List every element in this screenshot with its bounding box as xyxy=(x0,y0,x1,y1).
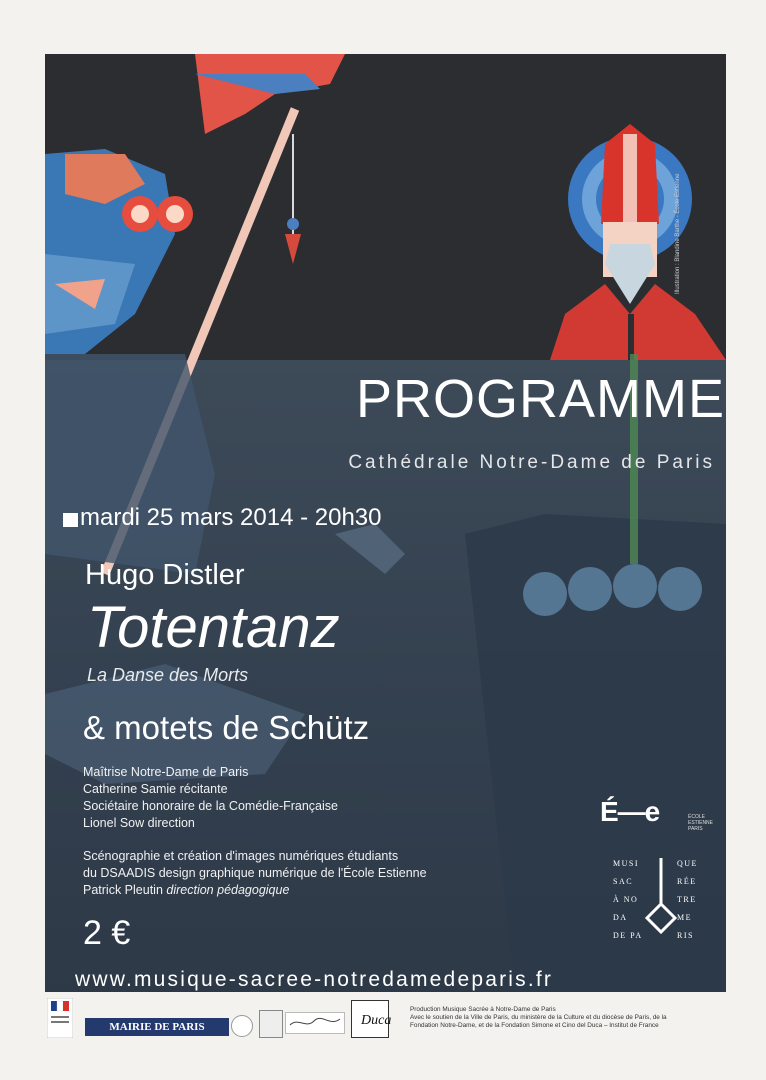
diocese-seal-logo xyxy=(259,1010,283,1038)
date-row xyxy=(63,504,382,532)
performer: Maîtrise Notre-Dame de Paris xyxy=(83,765,249,779)
fondation-del-duca-logo xyxy=(351,1000,392,1038)
teacher-name: Patrick Pleutin xyxy=(83,883,163,897)
venue: Cathédrale Notre-Dame de Paris xyxy=(348,452,715,473)
companion-works: & motets de Schütz xyxy=(83,709,370,746)
scenography-credits xyxy=(83,848,427,899)
work-subtitle: La Danse des Morts xyxy=(87,665,249,685)
msnd-text: MUSI xyxy=(613,859,640,868)
msnd-text: À NO xyxy=(613,895,639,904)
estienne-mark: É—e xyxy=(600,796,660,827)
partners-line: Production Musique Sacrée à Notre-Dame de Paris xyxy=(410,1006,556,1013)
scenography-line xyxy=(83,882,427,899)
performer: Sociétaire honoraire de la Comédie-Française xyxy=(83,799,338,813)
teacher-role: direction pédagogique xyxy=(166,883,290,897)
estienne-logo xyxy=(600,796,714,832)
illustration-credit: Illustration : Blandine Barthe - École Estienne xyxy=(675,173,681,294)
website-link[interactable]: www.musique-sacree-notredamedeparis.fr xyxy=(75,968,554,991)
msnd-text: ME xyxy=(677,913,692,922)
scenography-line: Scénographie et création d'images numériques étudiants xyxy=(83,849,399,863)
msnd-diamond-icon xyxy=(647,904,675,932)
duca-text: Duca xyxy=(361,1013,392,1028)
poster xyxy=(45,54,726,992)
estienne-text xyxy=(688,814,713,832)
scenography-line: du DSAADIS design graphique numérique de l'École Estienne xyxy=(83,866,427,880)
event-date: mardi 25 mars 2014 - 20h30 xyxy=(80,504,382,531)
price: 2 € xyxy=(83,914,131,952)
partners-line: Avec le soutien de la Ville de Paris, du ministère de la Culture et du diocèse de Paris, de la xyxy=(410,1014,667,1021)
work-title: Totentanz xyxy=(87,595,340,660)
msnd-text: DA xyxy=(613,913,628,922)
estienne-line: ÉCOLE xyxy=(688,814,705,820)
page-title: PROGRAMME xyxy=(355,369,725,429)
msnd-text: TRE xyxy=(677,895,697,904)
date-marker xyxy=(63,513,78,527)
mairie-de-paris-logo: MAIRIE DE PARIS xyxy=(85,1018,229,1036)
musique-sacree-logo xyxy=(613,854,723,954)
republique-francaise-logo xyxy=(47,998,73,1038)
performers-list xyxy=(83,764,338,832)
msnd-text: DE PA xyxy=(613,931,643,940)
composer: Hugo Distler xyxy=(85,559,245,591)
fondation-notre-dame-signature-logo xyxy=(285,1012,345,1034)
bishop-robe xyxy=(550,284,726,360)
msnd-text: QUE xyxy=(677,859,698,868)
footer xyxy=(45,998,726,1042)
performer: Lionel Sow direction xyxy=(83,816,195,830)
partners-line: Fondation Notre-Dame, et de la Fondation Simone et Cino del Duca – Institut de France xyxy=(410,1022,659,1029)
msnd-text: SAC xyxy=(613,877,634,886)
estienne-line: ESTIENNE xyxy=(688,820,714,826)
partner-round-logo xyxy=(231,1015,253,1037)
estienne-line: PARIS xyxy=(688,826,703,832)
performer: Catherine Samie récitante xyxy=(83,782,228,796)
partners-text xyxy=(410,1006,730,1030)
msnd-text: RIS xyxy=(677,931,694,940)
msnd-text: RÉE xyxy=(677,877,697,886)
scythe-blade xyxy=(195,54,345,134)
